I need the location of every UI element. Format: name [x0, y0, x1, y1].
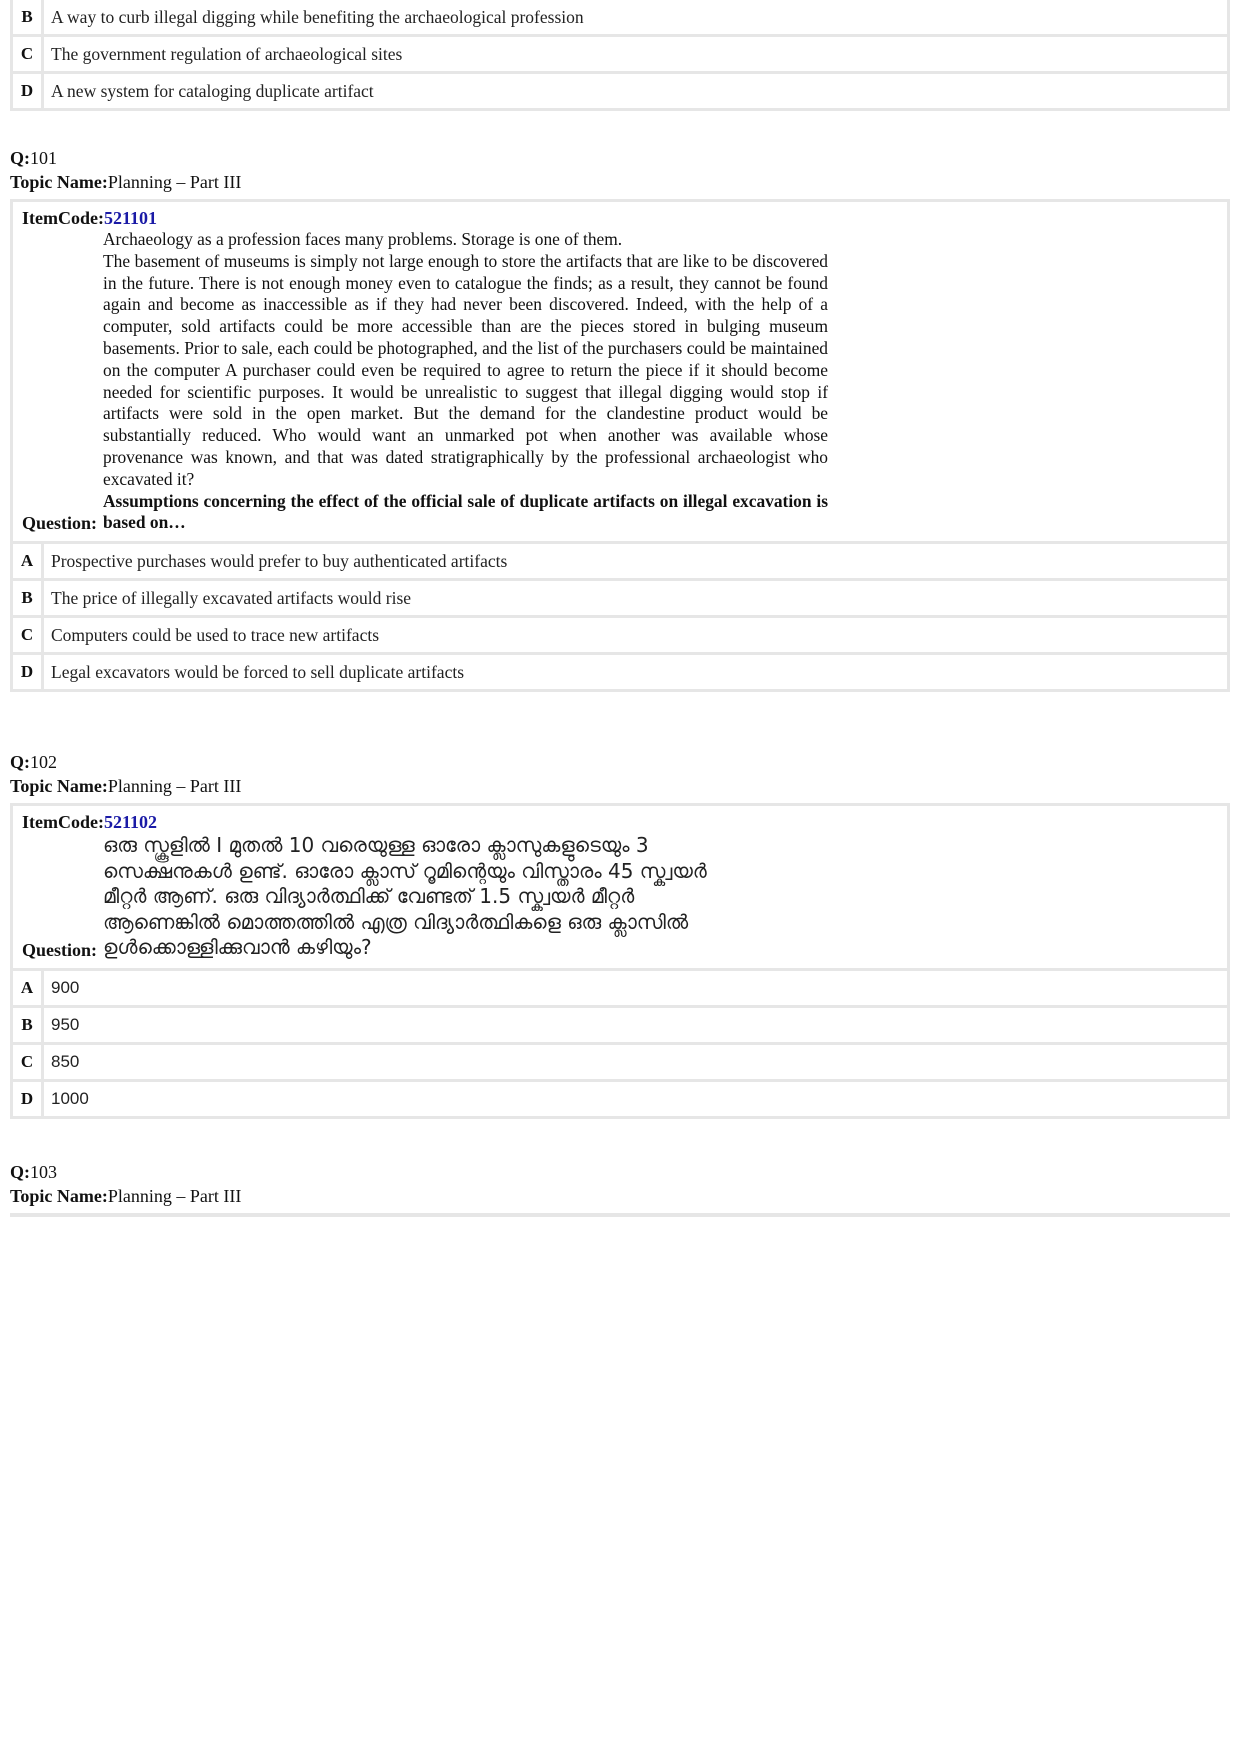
- topic-value: Planning – Part III: [107, 1186, 242, 1206]
- passage-paragraph: The basement of museums is simply not large enough to store the artifacts that are like to be discovered in the future. There is not enough money even to catalogue the finds; as a result, they cannot be found again and become as inaccessible as if they had never been discovered. Indeed, with the help of a computer, sold artifacts could be more accessible than are the pieces stored in bulging museum basements. Prior to sale, each could be photographed, and the list of the purchasers could be maintained on the computer A purchaser could even be required to agree to return the piece if it should become needed for scientific purposes. It would be unrealistic to suggest that illegal digging would stop if artifacts were sold in the open market. But the demand for the clandestine product would be substantially reduced. Who would want an unmarked pot when another was available whose provenance was known, and that was dated stratigraphically by the professional archaeologist who excavated it?: [103, 250, 828, 489]
- option-text: 1000: [44, 1082, 1227, 1116]
- topic-label: Topic Name:: [10, 776, 108, 796]
- topic-name: [10, 774, 1230, 798]
- option-text: Computers could be used to trace new artifacts: [44, 618, 1227, 652]
- question-stem: Assumptions concerning the effect of the official sale of duplicate artifacts on illegal excavation is based on…: [103, 490, 828, 533]
- question-line: സെക്ഷനുകൾ ഉണ്ട്. ഓരോ ക്ലാസ് റൂമിന്റെയും വിസ്താരം 45 സ്ക്വയർ: [103, 858, 707, 883]
- question-row: [22, 229, 1227, 534]
- item-code: [22, 207, 1227, 229]
- question-number-value: 103: [30, 1162, 57, 1182]
- option-text: 950: [44, 1008, 1227, 1042]
- question-line: ആണെങ്കിൽ മൊത്തത്തിൽ എത്ര വിദ്യാർത്ഥികളെ ഒരു ക്ലാസിൽ: [103, 909, 689, 934]
- option-text: A way to curb illegal digging while benefiting the archaeological profession: [44, 0, 1227, 34]
- options-table-q101: [10, 541, 1230, 692]
- question-line: ഒരു സ്കൂളിൽ I മുതൽ 10 വരെയുള്ള ഓരോ ക്ലാസുകളുടെയും 3: [103, 833, 649, 857]
- option-row: [13, 1008, 1227, 1042]
- question-number-label: Q:: [10, 1162, 30, 1182]
- option-row: [13, 37, 1227, 71]
- topic-label: Topic Name:: [10, 1186, 108, 1206]
- question-box: [10, 199, 1230, 544]
- option-letter: B: [13, 1008, 41, 1042]
- option-row: [13, 618, 1227, 652]
- option-letter: D: [13, 1082, 41, 1116]
- question-number-label: Q:: [10, 148, 30, 168]
- option-text: A new system for cataloging duplicate artifact: [44, 74, 1227, 108]
- option-text: Legal excavators would be forced to sell duplicate artifacts: [44, 655, 1227, 689]
- item-code-label: ItemCode:: [22, 208, 104, 228]
- question-103-block: [10, 1160, 1230, 1217]
- question-number-value: 102: [30, 752, 57, 772]
- option-letter: C: [13, 37, 41, 71]
- option-letter: D: [13, 655, 41, 689]
- option-letter: C: [13, 618, 41, 652]
- option-row: [13, 655, 1227, 689]
- option-text: The government regulation of archaeological sites: [44, 37, 1227, 71]
- question-text-malayalam: [103, 833, 863, 961]
- item-code-label: ItemCode:: [22, 812, 104, 832]
- question-number: [10, 146, 1230, 170]
- question-number-value: 101: [30, 148, 57, 168]
- option-row: [13, 1082, 1227, 1116]
- option-letter: A: [13, 544, 41, 578]
- passage-paragraph: Archaeology as a profession faces many problems. Storage is one of them.: [103, 229, 623, 249]
- question-box: [10, 803, 1230, 971]
- question-number: [10, 750, 1230, 774]
- option-letter: B: [13, 581, 41, 615]
- question-101-block: [10, 146, 1230, 692]
- option-row: [13, 1045, 1227, 1079]
- question-row: [22, 833, 1227, 961]
- question-label: Question:: [22, 513, 98, 534]
- question-box-top-border: [10, 1213, 1230, 1217]
- option-letter: B: [13, 0, 41, 34]
- topic-name: [10, 170, 1230, 194]
- option-text: 850: [44, 1045, 1227, 1079]
- question-line: ഉൾക്കൊള്ളിക്കുവാൻ കഴിയും?: [103, 935, 372, 959]
- option-row: [13, 581, 1227, 615]
- question-102-block: [10, 750, 1230, 1119]
- question-label: Question:: [22, 939, 98, 960]
- options-table-q102: [10, 968, 1230, 1119]
- options-table-q100: [10, 0, 1230, 111]
- question-passage: [103, 229, 828, 534]
- option-row: [13, 0, 1227, 34]
- option-text: The price of illegally excavated artifacts would rise: [44, 581, 1227, 615]
- option-text: Prospective purchases would prefer to buy authenticated artifacts: [44, 544, 1227, 578]
- option-row: [13, 544, 1227, 578]
- option-text: 900: [44, 971, 1227, 1005]
- question-number: [10, 1160, 1230, 1184]
- option-letter: D: [13, 74, 41, 108]
- option-letter: C: [13, 1045, 41, 1079]
- topic-value: Planning – Part III: [107, 776, 242, 796]
- item-code-value: 521101: [103, 208, 157, 228]
- option-row: [13, 971, 1227, 1005]
- topic-value: Planning – Part III: [107, 172, 242, 192]
- item-code: [22, 811, 1227, 833]
- item-code-value: 521102: [103, 812, 157, 832]
- option-row: [13, 74, 1227, 108]
- question-number-label: Q:: [10, 752, 30, 772]
- topic-name: [10, 1184, 1230, 1208]
- topic-label: Topic Name:: [10, 172, 108, 192]
- question-line: മീറ്റർ ആണ്. ഒരു വിദ്യാർത്ഥിക്ക് വേണ്ടത് 1.5 സ്ക്വയർ മീറ്റർ: [103, 884, 635, 908]
- option-letter: A: [13, 971, 41, 1005]
